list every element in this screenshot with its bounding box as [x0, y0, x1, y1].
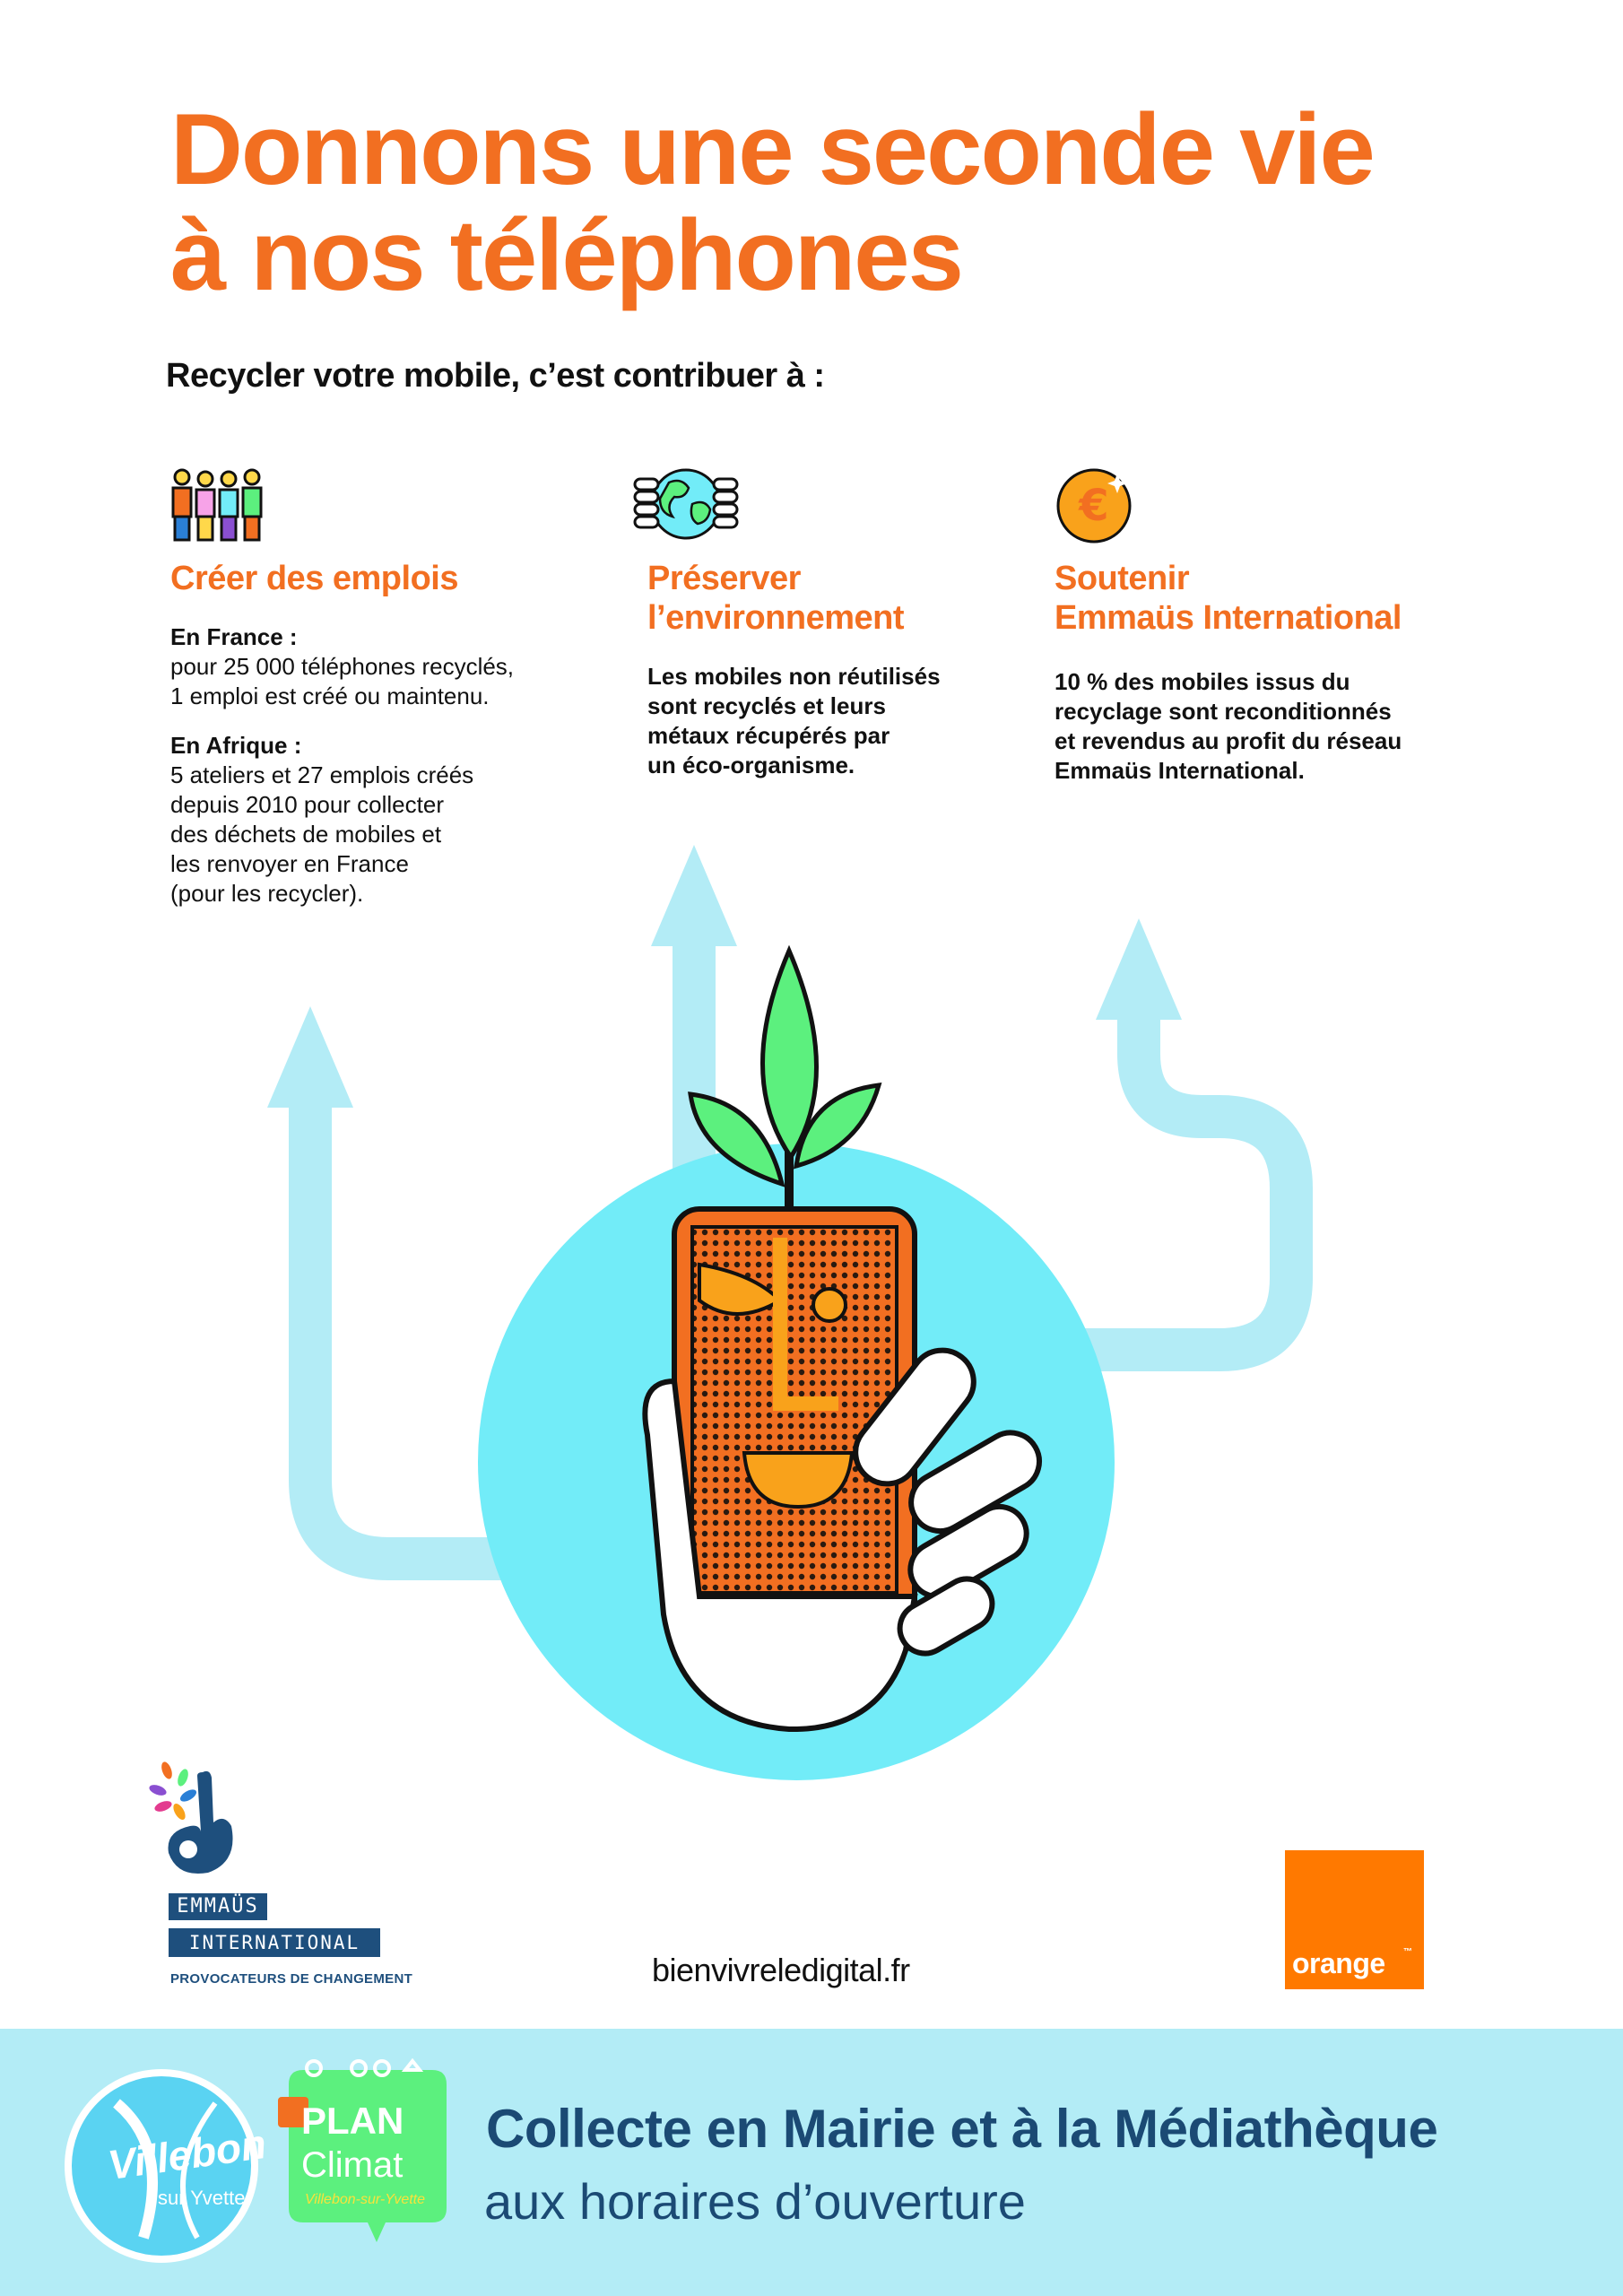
villebon-word: Villebon: [105, 2119, 269, 2189]
col1-heading-line: Créer des emplois: [170, 560, 458, 597]
col3-text-line: recyclage sont reconditionnés: [1055, 698, 1392, 725]
afrique-label: En Afrique :: [170, 732, 302, 759]
subtitle: Recycler votre mobile, c’est contribuer à :: [166, 357, 825, 395]
afrique-text-line: (pour les recycler).: [170, 880, 364, 907]
col2-text-line: Les mobiles non réutilisés: [647, 663, 941, 690]
emmaus-word: EMMAÜS: [169, 1893, 267, 1920]
emmaus-international: INTERNATIONAL: [169, 1928, 380, 1957]
afrique-text-line: des déchets de mobiles et: [170, 821, 442, 848]
website-link[interactable]: bienvivreledigital.fr: [652, 1952, 910, 1988]
band-line-2: aux horaires d’ouverture: [484, 2173, 1026, 2230]
afrique-text-line: 5 ateliers et 27 emplois créés: [170, 761, 474, 788]
plan-word: PLAN: [301, 2100, 404, 2142]
title-line-2: à nos téléphones: [170, 199, 962, 311]
col2-text-line: métaux récupérés par: [647, 722, 890, 749]
afrique-text-line: depuis 2010 pour collecter: [170, 791, 444, 818]
col3-heading-line: Emmaüs International: [1055, 599, 1402, 637]
col2-text-line: un éco-organisme.: [647, 752, 855, 778]
plan-sub: Villebon-sur-Yvette: [305, 2192, 425, 2207]
band-line-1: Collecte en Mairie et à la Médiathèque: [486, 2099, 1438, 2159]
col3-text-line: Emmaüs International.: [1055, 757, 1305, 784]
france-label: En France :: [170, 623, 298, 650]
climat-word: Climat: [301, 2145, 404, 2185]
col3-text-line: 10 % des mobiles issus du: [1055, 668, 1350, 695]
col3-heading-line: Soutenir: [1055, 560, 1190, 597]
orange-logo-word: orange: [1292, 1947, 1385, 1979]
title-line-1: Donnons une seconde vie: [170, 93, 1374, 205]
france-text-line: pour 25 000 téléphones recyclés,: [170, 653, 515, 680]
villebon-sub: sur Yvette: [158, 2187, 246, 2209]
emmaus-tagline: PROVOCATEURS DE CHANGEMENT: [170, 1971, 413, 1987]
arrow-right-head: [1096, 918, 1182, 1020]
svg-text:€: €: [1079, 481, 1109, 531]
col2-text-line: sont recyclés et leurs: [647, 692, 886, 719]
arrow-left-head: [267, 1006, 353, 1108]
col2-heading-line: Préserver: [647, 560, 801, 597]
arrow-middle-head: [651, 845, 737, 946]
emmaus-petals: [148, 1761, 198, 1822]
col3-text-line: et revendus au profit du réseau: [1055, 727, 1402, 754]
col2-heading-line: l’environnement: [647, 599, 904, 637]
france-text-line: 1 emploi est créé ou maintenu.: [170, 683, 490, 709]
emmaus-logo: [143, 1751, 251, 1890]
afrique-text-line: les renvoyer en France: [170, 850, 409, 877]
orange-trademark: ™: [1403, 1947, 1412, 1957]
